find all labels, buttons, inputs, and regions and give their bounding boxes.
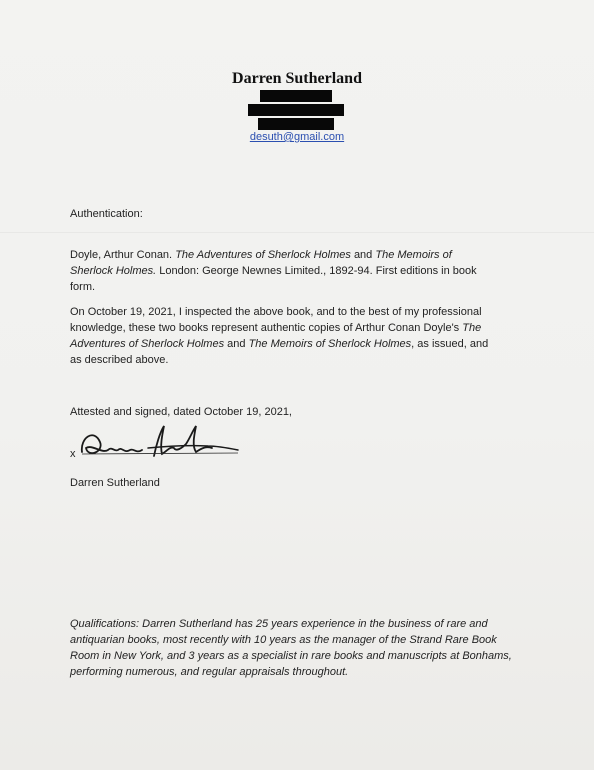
redaction-bar-1 (260, 90, 332, 102)
statement-title-2: The Memoirs of Sherlock Holmes (248, 338, 412, 350)
redaction-bar-2 (248, 104, 344, 116)
letterhead-name: Darren Sutherland (232, 70, 362, 87)
authentication-label: Authentication: (70, 208, 143, 220)
statement-and: and (227, 338, 246, 350)
citation-title-1: The Adventures of Sherlock Holmes (175, 249, 351, 261)
email-link[interactable]: desuth@gmail.com (249, 131, 345, 143)
statement-paragraph (70, 304, 490, 368)
citation-paragraph (70, 247, 490, 295)
statement-text-2: , as issued, and as described above. (70, 338, 489, 366)
citation-title-2: The Memoirs of Sherlock Holmes. (70, 249, 452, 277)
statement-text-1: On October 19, 2021, I inspected the above book, and to the best of my professional knowledge, these two books represent authentic copies of Arthur Conan Doyle's (70, 306, 482, 334)
citation-author: Doyle, Arthur Conan. (70, 249, 173, 261)
citation-and: and (353, 249, 373, 261)
qualifications-paragraph: Qualifications: Darren Sutherland has 25 years experience in the business of rare and antiquarian books, most recently with 10 years as the manager of the Strand Rare Book Room in New York, and 3 years as a specialist in rare books and manuscripts at Bonhams, performing numerous, and regular appraisals throughout. (70, 618, 512, 678)
signature-image (78, 418, 243, 468)
redaction-bar-3 (258, 118, 334, 130)
attestation-line: Attested and signed, dated October 19, 2021, (70, 406, 292, 418)
signer-name: Darren Sutherland (70, 477, 160, 489)
statement-title-1: The Adventures of Sherlock Holmes (70, 322, 482, 350)
paper-fold (0, 232, 594, 233)
signature-prefix: x (70, 448, 76, 460)
citation-publication: London: George Newnes Limited., 1892-94. First editions in book form. (70, 265, 477, 293)
